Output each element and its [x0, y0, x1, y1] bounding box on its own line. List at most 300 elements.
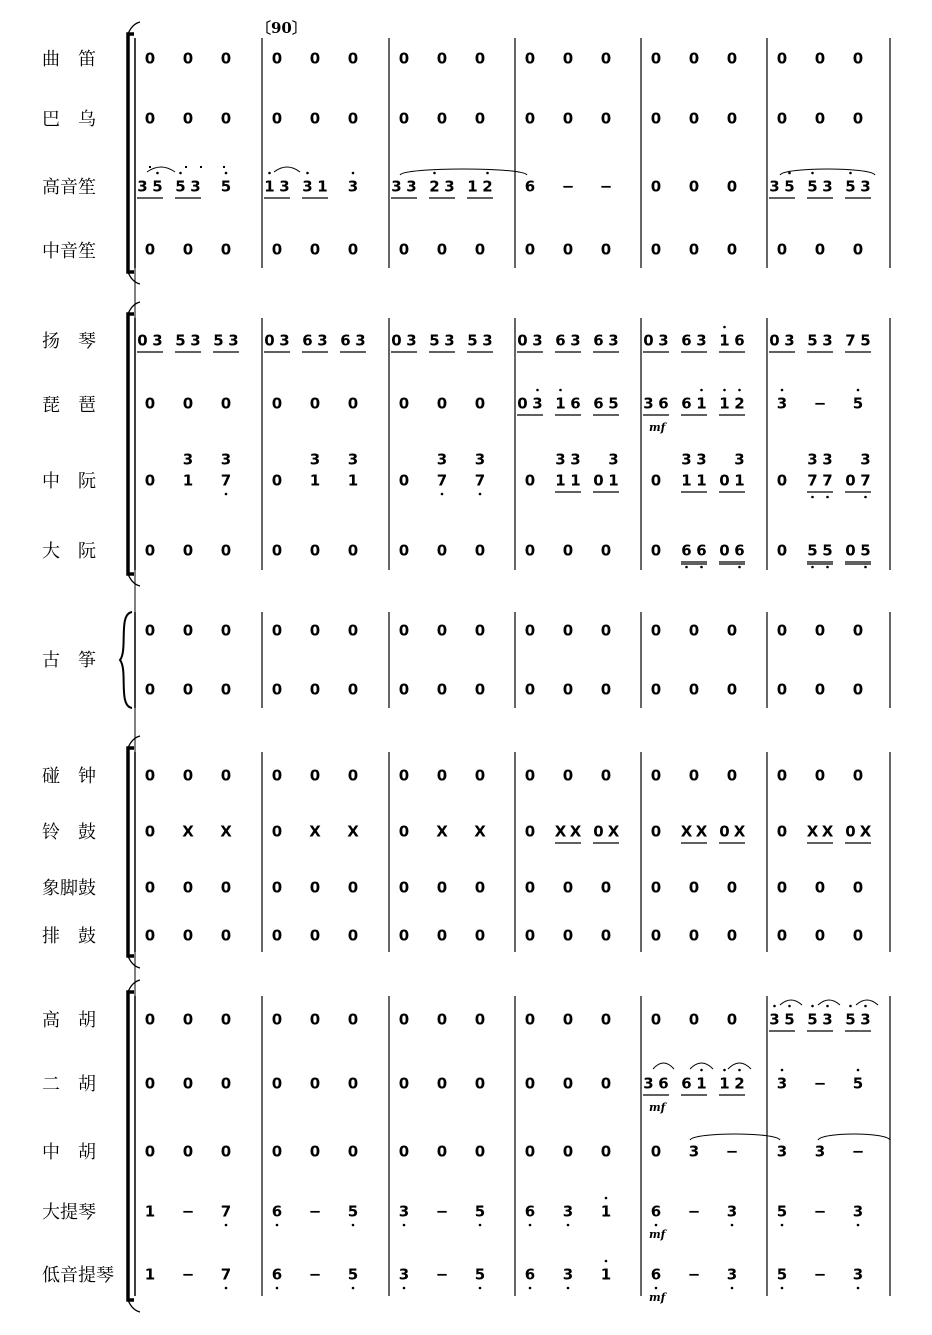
- beat-note: 0: [688, 109, 700, 128]
- bracket-hook: [128, 736, 140, 748]
- beat-note: 0: [814, 766, 826, 785]
- beat-note: 0: [524, 109, 536, 128]
- beat-note: 7: [807, 471, 818, 490]
- beat-note: 0: [474, 1142, 486, 1161]
- beat-note: 0: [524, 49, 536, 68]
- bracket-hook: [128, 980, 140, 992]
- instrument-label-pengzhong: 碰 钟: [42, 766, 96, 787]
- octave-dot: [788, 1005, 791, 1008]
- beat-note: 6: [681, 394, 692, 413]
- beat-note: 0: [144, 394, 156, 413]
- beat-note: 6: [734, 331, 745, 350]
- beat-note: 0: [271, 49, 283, 68]
- beat-note: 3: [152, 331, 163, 350]
- dynamic-mf: mf: [649, 1291, 666, 1304]
- beat-note: 5: [474, 1265, 486, 1284]
- beat-note: 5: [807, 331, 818, 350]
- beat-note: 0: [436, 541, 448, 560]
- beat-note: 0: [436, 1010, 448, 1029]
- beat-note: 0: [144, 109, 156, 128]
- beat-note: −: [813, 1074, 827, 1093]
- beat-note: 0: [182, 926, 194, 945]
- beat-note: 0: [220, 394, 232, 413]
- octave-dot: [352, 1287, 355, 1290]
- beat-note: 0: [650, 1142, 662, 1161]
- beat-note: 3: [860, 177, 871, 196]
- beat-note: 6: [555, 331, 566, 350]
- beat-note: 0: [398, 541, 410, 560]
- beat-note: 5: [467, 331, 478, 350]
- beat-note: 0: [144, 49, 156, 68]
- beat-note: 3: [137, 177, 148, 196]
- beat-note: 0: [220, 1142, 232, 1161]
- beat-note: 0: [347, 394, 359, 413]
- beat-note: 3: [658, 331, 669, 350]
- octave-dot: [781, 389, 784, 392]
- beat-note: 0: [562, 109, 574, 128]
- beat-note: 3: [391, 177, 402, 196]
- octave-dot: [605, 1197, 608, 1200]
- instrument-label-paigu: 排 鼓: [42, 926, 96, 947]
- beat-note: 0: [562, 541, 574, 560]
- beat-note: 0: [688, 1010, 700, 1029]
- beat-note: 0: [182, 240, 194, 259]
- beat-note: 0: [347, 49, 359, 68]
- beat-note: 0: [524, 822, 536, 841]
- beat-note: 0: [474, 680, 486, 699]
- beat-note: 3: [688, 1142, 700, 1161]
- octave-dot: [788, 172, 791, 175]
- beat-note: 3: [860, 1010, 871, 1029]
- beat-note: 0: [769, 331, 780, 350]
- beat-note: 0: [600, 621, 612, 640]
- beat-note: 0: [814, 109, 826, 128]
- beat-note: 0: [398, 1010, 410, 1029]
- beat-note: 0: [436, 1074, 448, 1093]
- bracket-hook: [128, 272, 140, 284]
- upper-note: 3: [696, 450, 707, 469]
- slur: [780, 1000, 802, 1005]
- beat-note: 0: [391, 331, 402, 350]
- beat-note: 0: [650, 878, 662, 897]
- beat-note: 1: [317, 177, 328, 196]
- guzheng-brace: [120, 612, 132, 708]
- upper-note: 3: [822, 450, 833, 469]
- octave-dot: [738, 1069, 741, 1072]
- upper-note: 3: [860, 450, 871, 469]
- beat-note: 6: [658, 1074, 669, 1093]
- beat-note: 0: [271, 394, 283, 413]
- beat-note: 0: [182, 1010, 194, 1029]
- octave-dot: [857, 1069, 860, 1072]
- beat-note: 0: [347, 1142, 359, 1161]
- beat-note: 6: [340, 331, 351, 350]
- beat-note: 0: [474, 240, 486, 259]
- octave-dot: [559, 389, 562, 392]
- beat-note: 0: [524, 926, 536, 945]
- slur: [147, 167, 175, 172]
- beat-note: 0: [309, 49, 321, 68]
- octave-dot: [567, 1287, 570, 1290]
- beat-note: 5: [347, 1202, 359, 1221]
- beat-note: 0: [562, 878, 574, 897]
- beat-note: 0: [474, 621, 486, 640]
- beat-note: 0: [347, 1074, 359, 1093]
- beat-note: 0: [719, 822, 730, 841]
- beat-note: 7: [220, 471, 232, 490]
- tie: [400, 169, 527, 175]
- beat-note: 3: [562, 1202, 574, 1221]
- octave-dot: [529, 1224, 532, 1227]
- octave-dot: [536, 389, 539, 392]
- octave-dot: [723, 326, 726, 329]
- beat-note: 0: [726, 1010, 738, 1029]
- upper-note: 3: [608, 450, 619, 469]
- slur: [818, 1000, 840, 1005]
- octave-dot: [773, 1005, 776, 1008]
- beat-note: 0: [144, 878, 156, 897]
- beat-note: 7: [845, 331, 856, 350]
- beat-note: 5: [807, 541, 818, 560]
- beat-note: 0: [688, 926, 700, 945]
- beat-note: 0: [220, 926, 232, 945]
- beat-note: 3: [608, 331, 619, 350]
- beat-note: 0: [144, 1074, 156, 1093]
- beat-note: 0: [271, 822, 283, 841]
- upper-note: 3: [220, 450, 232, 469]
- beat-note: 0: [271, 1010, 283, 1029]
- beat-note: 0: [524, 680, 536, 699]
- beat-note: 0: [650, 621, 662, 640]
- beat-note: 0: [347, 541, 359, 560]
- beat-note: 0: [398, 926, 410, 945]
- beat-note: 0: [726, 926, 738, 945]
- tie: [780, 169, 875, 175]
- beat-note: 3: [696, 331, 707, 350]
- beat-note: 0: [776, 541, 788, 560]
- beat-note: 0: [220, 109, 232, 128]
- beat-note: 0: [347, 878, 359, 897]
- beat-note: 3: [532, 394, 543, 413]
- beat-note: 0: [182, 49, 194, 68]
- octave-dot: [479, 493, 482, 496]
- beat-note: 1: [719, 394, 730, 413]
- octave-dot: [225, 1287, 228, 1290]
- beat-note: 1: [144, 1202, 156, 1221]
- beat-note: 0: [814, 240, 826, 259]
- octave-dot: [811, 566, 814, 569]
- beat-note: 0: [650, 1010, 662, 1029]
- beat-note: 0: [814, 878, 826, 897]
- beat-note: 0: [688, 49, 700, 68]
- beat-note: 0: [398, 621, 410, 640]
- beat-note: 0: [137, 331, 148, 350]
- beat-note: X: [220, 822, 232, 841]
- beat-note: X: [554, 822, 567, 841]
- beat-note: 5: [807, 177, 818, 196]
- beat-note: 6: [650, 1202, 662, 1221]
- slur: [728, 1063, 751, 1069]
- instrument-label-cello: 大提琴: [42, 1202, 96, 1223]
- beat-note: 0: [776, 49, 788, 68]
- beat-note: 0: [852, 926, 864, 945]
- octave-dot: [864, 566, 867, 569]
- beat-note: 0: [309, 878, 321, 897]
- beat-note: 0: [436, 766, 448, 785]
- octave-dot: [567, 1224, 570, 1227]
- octave-dot: [731, 1224, 734, 1227]
- beat-note: 5: [784, 1010, 795, 1029]
- octave-dot: [781, 1287, 784, 1290]
- beat-note: 0: [814, 680, 826, 699]
- beat-note: 6: [524, 1202, 536, 1221]
- octave-dot: [268, 172, 271, 175]
- beat-note: 0: [726, 680, 738, 699]
- beat-note: 3: [279, 331, 290, 350]
- beat-note: 3: [482, 331, 493, 350]
- beat-note: 0: [220, 680, 232, 699]
- octave-dot: [441, 493, 444, 496]
- beat-note: 3: [302, 177, 313, 196]
- beat-note: 3: [769, 177, 780, 196]
- upper-note: 3: [555, 450, 566, 469]
- beat-note: 3: [355, 331, 366, 350]
- beat-note: 0: [309, 1010, 321, 1029]
- beat-note: 0: [600, 240, 612, 259]
- beat-note: 6: [696, 541, 707, 560]
- beat-note: 0: [220, 878, 232, 897]
- beat-note: 0: [220, 1010, 232, 1029]
- beat-note: 0: [309, 680, 321, 699]
- beat-note: 0: [398, 878, 410, 897]
- beat-note: 6: [681, 1074, 692, 1093]
- beat-note: 3: [562, 1265, 574, 1284]
- beat-note: 3: [822, 331, 833, 350]
- beat-note: 1: [467, 177, 478, 196]
- beat-note: 0: [220, 541, 232, 560]
- beat-note: 0: [726, 240, 738, 259]
- beat-note: 3: [726, 1202, 738, 1221]
- beat-note: 0: [845, 541, 856, 560]
- beat-note: 0: [776, 621, 788, 640]
- beat-note: 0: [600, 1142, 612, 1161]
- upper-note: 3: [436, 450, 448, 469]
- group-bracket: [128, 34, 134, 272]
- beat-note: 0: [600, 926, 612, 945]
- tie: [818, 1134, 890, 1140]
- octave-dot: [655, 1224, 658, 1227]
- octave-dot: [731, 1287, 734, 1290]
- beat-note: 0: [845, 822, 856, 841]
- beat-note: 7: [822, 471, 833, 490]
- beat-note: 5: [807, 1010, 818, 1029]
- beat-note: 0: [776, 109, 788, 128]
- instrument-label-bawu: 巴 乌: [42, 109, 96, 130]
- beat-note: 0: [524, 766, 536, 785]
- beat-note: 3: [822, 1010, 833, 1029]
- beat-note: 0: [852, 878, 864, 897]
- beat-note: 0: [271, 471, 283, 490]
- beat-note: 2: [429, 177, 440, 196]
- beat-note: 6: [271, 1265, 283, 1284]
- beat-note: 0: [852, 680, 864, 699]
- beat-note: 0: [271, 766, 283, 785]
- beat-note: X: [569, 822, 582, 841]
- beat-note: 5: [474, 1202, 486, 1221]
- beat-note: −: [181, 1265, 195, 1284]
- beat-note: 6: [681, 331, 692, 350]
- instrument-label-erhu: 二 胡: [42, 1074, 96, 1095]
- beat-note: 0: [600, 680, 612, 699]
- beat-note: 0: [264, 331, 275, 350]
- beat-note: 0: [144, 680, 156, 699]
- beat-note: 0: [474, 1074, 486, 1093]
- beat-note: X: [474, 822, 486, 841]
- beat-note: 0: [144, 1010, 156, 1029]
- beat-note: −: [561, 177, 575, 196]
- beat-note: 0: [398, 1142, 410, 1161]
- beat-note: 6: [593, 331, 604, 350]
- beat-note: 6: [658, 394, 669, 413]
- beat-note: 0: [562, 1074, 574, 1093]
- beat-note: X: [680, 822, 693, 841]
- beat-note: 0: [144, 621, 156, 640]
- beat-note: 0: [398, 822, 410, 841]
- beat-note: −: [851, 1142, 865, 1161]
- beat-note: 0: [182, 1074, 194, 1093]
- beat-note: 0: [309, 1142, 321, 1161]
- beat-note: 6: [681, 541, 692, 560]
- beat-note: 1: [719, 331, 730, 350]
- beat-note: 0: [436, 1142, 448, 1161]
- beat-note: 3: [726, 1265, 738, 1284]
- instrument-label-mid-sheng: 中音笙: [42, 241, 96, 262]
- beat-note: 0: [220, 49, 232, 68]
- beat-note: 0: [776, 471, 788, 490]
- beat-note: 5: [852, 1074, 864, 1093]
- beat-note: 7: [436, 471, 448, 490]
- beat-note: 0: [719, 471, 730, 490]
- beat-note: 0: [398, 471, 410, 490]
- beat-note: 0: [524, 1074, 536, 1093]
- beat-note: 1: [555, 394, 566, 413]
- octave-dot: [655, 1287, 658, 1290]
- octave-dot: [352, 172, 355, 175]
- beat-note: 5: [822, 541, 833, 560]
- beat-note: −: [599, 177, 613, 196]
- beat-note: 0: [726, 621, 738, 640]
- octave-dot: [857, 1224, 860, 1227]
- beat-note: 3: [398, 1265, 410, 1284]
- beat-note: 0: [436, 621, 448, 640]
- beat-note: 0: [643, 331, 654, 350]
- beat-note: 0: [845, 471, 856, 490]
- octave-dot: [738, 389, 741, 392]
- beat-note: X: [309, 822, 321, 841]
- beat-note: 1: [681, 471, 692, 490]
- beat-note: 1: [570, 471, 581, 490]
- beat-note: 0: [726, 49, 738, 68]
- octave-dot: [811, 172, 814, 175]
- upper-note: 3: [570, 450, 581, 469]
- beat-note: 0: [474, 394, 486, 413]
- beat-note: 0: [524, 1010, 536, 1029]
- beat-note: 3: [398, 1202, 410, 1221]
- beat-note: −: [813, 1202, 827, 1221]
- octave-dot: [723, 1069, 726, 1072]
- beat-note: 0: [562, 240, 574, 259]
- octave-dot: [864, 1005, 867, 1008]
- octave-dot: [306, 172, 309, 175]
- beat-note: 0: [398, 680, 410, 699]
- beat-note: 1: [144, 1265, 156, 1284]
- slur: [653, 1063, 674, 1069]
- beat-note: 0: [593, 471, 604, 490]
- beat-note: 0: [309, 240, 321, 259]
- octave-dot: [605, 1260, 608, 1263]
- beat-note: 0: [474, 541, 486, 560]
- octave-dot: [179, 172, 182, 175]
- dynamic-mf: mf: [649, 1101, 666, 1114]
- beat-note: 0: [688, 766, 700, 785]
- beat-note: 0: [436, 394, 448, 413]
- beat-note: 0: [144, 822, 156, 841]
- beat-note: X: [695, 822, 708, 841]
- beat-note: 0: [600, 1074, 612, 1093]
- upper-note: 3: [182, 450, 194, 469]
- beat-note: 0: [600, 766, 612, 785]
- octave-dot: [700, 566, 703, 569]
- beat-note: 5: [175, 177, 186, 196]
- beat-note: 3: [190, 331, 201, 350]
- beat-note: 0: [562, 680, 574, 699]
- octave-dot: [857, 389, 860, 392]
- octave-dot: [723, 389, 726, 392]
- beat-note: 0: [271, 878, 283, 897]
- beat-note: 6: [650, 1265, 662, 1284]
- beat-note: 5: [429, 331, 440, 350]
- upper-note: 3: [309, 450, 321, 469]
- beat-note: 0: [271, 109, 283, 128]
- beat-note: 0: [650, 49, 662, 68]
- beat-note: 1: [264, 177, 275, 196]
- beat-note: 0: [309, 394, 321, 413]
- beat-note: 0: [436, 926, 448, 945]
- beat-note: 0: [398, 1074, 410, 1093]
- beat-note: 1: [182, 471, 194, 490]
- octave-dot: [826, 1005, 829, 1008]
- instrument-label-gaohu: 高 胡: [42, 1010, 96, 1031]
- instrument-label-double-bass: 低音提琴: [42, 1265, 114, 1286]
- beat-note: 0: [726, 109, 738, 128]
- beat-note: 0: [688, 621, 700, 640]
- beat-note: 0: [650, 541, 662, 560]
- beat-note: 0: [474, 109, 486, 128]
- bracket-hook: [128, 574, 140, 586]
- beat-note: 7: [220, 1265, 232, 1284]
- upper-note: 3: [807, 450, 818, 469]
- beat-note: 0: [814, 926, 826, 945]
- beat-note: 0: [688, 878, 700, 897]
- beat-note: −: [687, 1202, 701, 1221]
- beat-note: 3: [776, 1074, 788, 1093]
- beat-note: 1: [600, 1202, 612, 1221]
- instrument-label-pipa: 琵 琶: [42, 395, 96, 416]
- beat-note: 0: [776, 240, 788, 259]
- beat-note: 0: [309, 541, 321, 560]
- beat-note: 0: [593, 822, 604, 841]
- beat-note: 0: [182, 1142, 194, 1161]
